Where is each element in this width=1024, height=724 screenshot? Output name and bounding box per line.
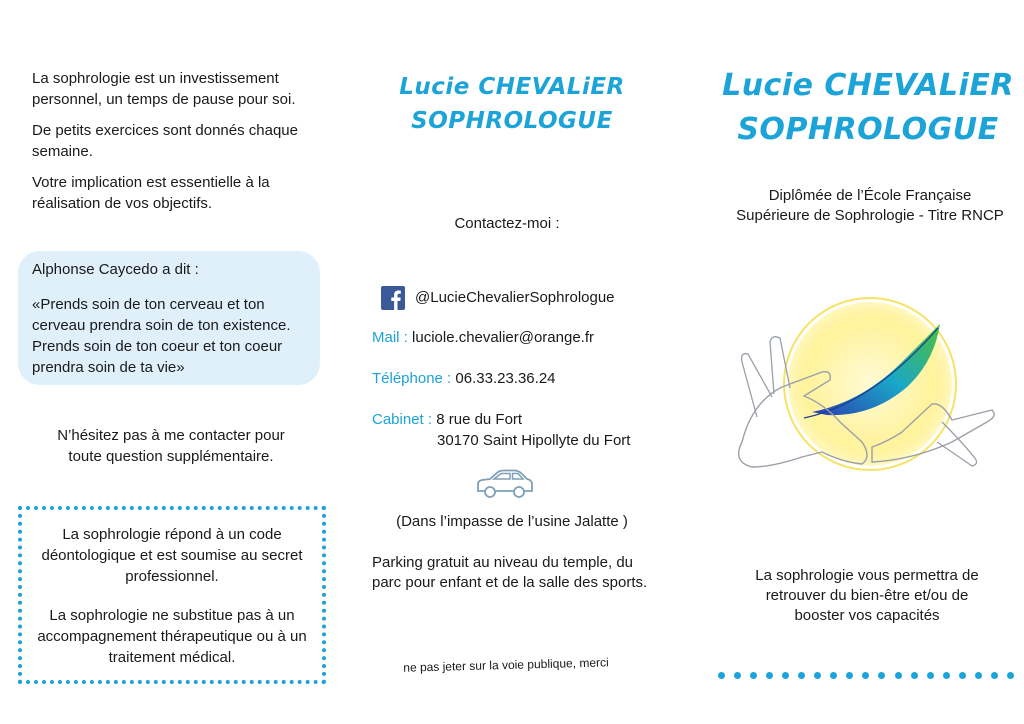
dot — [943, 672, 950, 679]
phone-label: Téléphone : — [372, 370, 452, 387]
diploma-line-1: Diplômée de l’École Française — [768, 187, 972, 204]
quote-box — [18, 251, 320, 385]
intro-paragraph-3: Votre implication est essentielle à la réalisation de vos objectifs. — [32, 174, 270, 212]
right-brand — [712, 64, 1024, 152]
dot — [959, 672, 966, 679]
left-panel — [32, 68, 322, 214]
dot — [734, 672, 741, 679]
diploma — [716, 186, 1024, 226]
facebook-icon — [381, 286, 405, 310]
dot — [991, 672, 998, 679]
contact-title: Contactez-moi : — [454, 215, 560, 232]
dot — [975, 672, 982, 679]
no-substitute-text: La sophrologie ne substitue pas à un accompagnement thérapeutique ou à un traitement médical. — [37, 607, 307, 666]
intro-paragraph-2: De petits exercices sont donnés chaque semaine. — [32, 122, 298, 160]
mail-value[interactable]: luciole.chevalier@orange.fr — [412, 329, 595, 346]
dot — [750, 672, 757, 679]
dot — [814, 672, 821, 679]
hands-feather-illustration — [712, 292, 1012, 502]
middle-brand-name: Lucie CHEVALiER — [399, 74, 625, 100]
phone-row — [372, 369, 662, 389]
contact-invite — [40, 425, 302, 467]
ethics-box — [18, 506, 326, 684]
code-text: La sophrologie répond à un code déontologique et est soumise au secret professionnel. — [41, 526, 303, 585]
dot — [911, 672, 918, 679]
dot — [798, 672, 805, 679]
quote-text: «Prends soin de ton cerveau et ton cerveau prendra soin de ton existence. Prends soin de ton coeur et ton coeur prendra soin de ta vie» — [32, 296, 291, 376]
parking-info: Parking gratuit au niveau du temple, du parc pour enfant et de la salle des sports. — [372, 554, 648, 591]
dot — [766, 672, 773, 679]
benefit-text: La sophrologie vous permettra de retrouver du bien-être et/ou de booster vos capacités — [755, 567, 979, 624]
dot — [895, 672, 902, 679]
mail-label: Mail : — [372, 329, 408, 346]
right-brand-name: Lucie CHEVALiER — [722, 68, 1014, 103]
dot — [846, 672, 853, 679]
middle-brand — [372, 70, 652, 138]
footer-note: ne pas jeter sur la voie publique, merci — [403, 655, 609, 675]
mail-row — [372, 328, 662, 348]
decorative-dots — [718, 672, 1014, 682]
right-brand-title: SOPHROLOGUE — [737, 112, 999, 147]
contact-invite-text: N’hésitez pas à me contacter pour toute question supplémentaire. — [57, 427, 285, 465]
dot — [830, 672, 837, 679]
dot — [927, 672, 934, 679]
cabinet-row — [372, 410, 662, 430]
facebook-handle[interactable]: @LucieChevalierSophrologue — [415, 289, 615, 306]
facebook-row[interactable] — [381, 286, 661, 310]
glow-circle — [788, 302, 952, 466]
phone-value[interactable]: 06.33.23.36.24 — [455, 370, 556, 387]
address-line-1: 8 rue du Fort — [436, 411, 523, 428]
dot — [1007, 672, 1014, 679]
quote-author: Alphonse Caycedo a dit : — [32, 261, 199, 278]
diploma-line-2: Supérieure de Sophrologie - Titre RNCP — [736, 207, 1004, 224]
dot — [878, 672, 885, 679]
address-line-2: 30170 Saint Hipollyte du Fort — [437, 432, 631, 449]
cabinet-label: Cabinet : — [372, 411, 433, 428]
dot — [782, 672, 789, 679]
intro-paragraph-1: La sophrologie est un investissement personnel, un temps de pause pour soi. — [32, 70, 296, 108]
impasse-note: (Dans l’impasse de l’usine Jalatte ) — [396, 513, 628, 530]
car-icon — [474, 467, 536, 501]
middle-brand-title: SOPHROLOGUE — [411, 108, 613, 134]
dot — [718, 672, 725, 679]
dot — [862, 672, 869, 679]
